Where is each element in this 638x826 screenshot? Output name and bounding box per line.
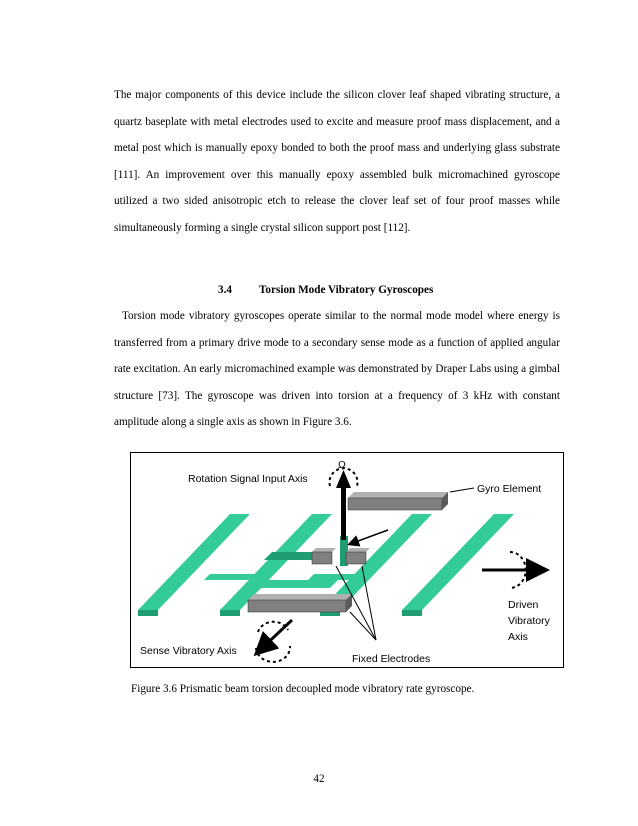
driven-axis-label-line-3: Axis [508,631,528,643]
body-paragraph-2: Torsion mode vibratory gyroscopes operate similar to the normal mode model where energy is transferred from a primary drive mode to a secondary sense mode as a function of applied angular rate excitation. An early micromachined example was demonstrated by Draper Labs using a gimbal structure [73]. The gyroscope was driven into torsion at a frequency of 3 kHz with constant amplitude along a single axis as shown in Figure 3.6. [114,310,560,428]
gyroscope-figure [130,452,564,668]
gyro-element-label: Gyro Element [477,483,542,495]
fixed-electrodes-label: Fixed Electrodes [352,653,431,665]
omega-symbol: Ω [338,459,346,471]
section-title: Torsion Mode Vibratory Gyroscopes [259,284,434,296]
body-paragraph-1: The major components of this device include the silicon clover leaf shaped vibrating structure, a quartz baseplate with metal electrodes used to excite and measure proof mass displacement, and a metal post which is manually epoxy bonded to both the proof mass and underlying glass substrate [111]. An improvement over this manually epoxy assembled bulk micromachined gyroscope utilized a two sided anisotropic etch to release the clover leaf set of four proof masses while simultaneously forming a single crystal silicon support post [112]. [114,89,560,234]
driven-axis-label-line-2: Vibratory [508,615,550,627]
section-number: 3.4 [218,284,232,296]
figure-caption: Figure 3.6 Prismatic beam torsion decoupled mode vibratory rate gyroscope. [131,683,475,695]
page-number: 42 [313,773,325,785]
sense-axis-label: Sense Vibratory Axis [140,645,237,657]
rotation-axis-label: Rotation Signal Input Axis [188,473,308,485]
driven-axis-label-line-1: Driven [508,599,539,611]
gyro-element [348,492,448,510]
fixed-electrode-bottom [248,594,352,612]
